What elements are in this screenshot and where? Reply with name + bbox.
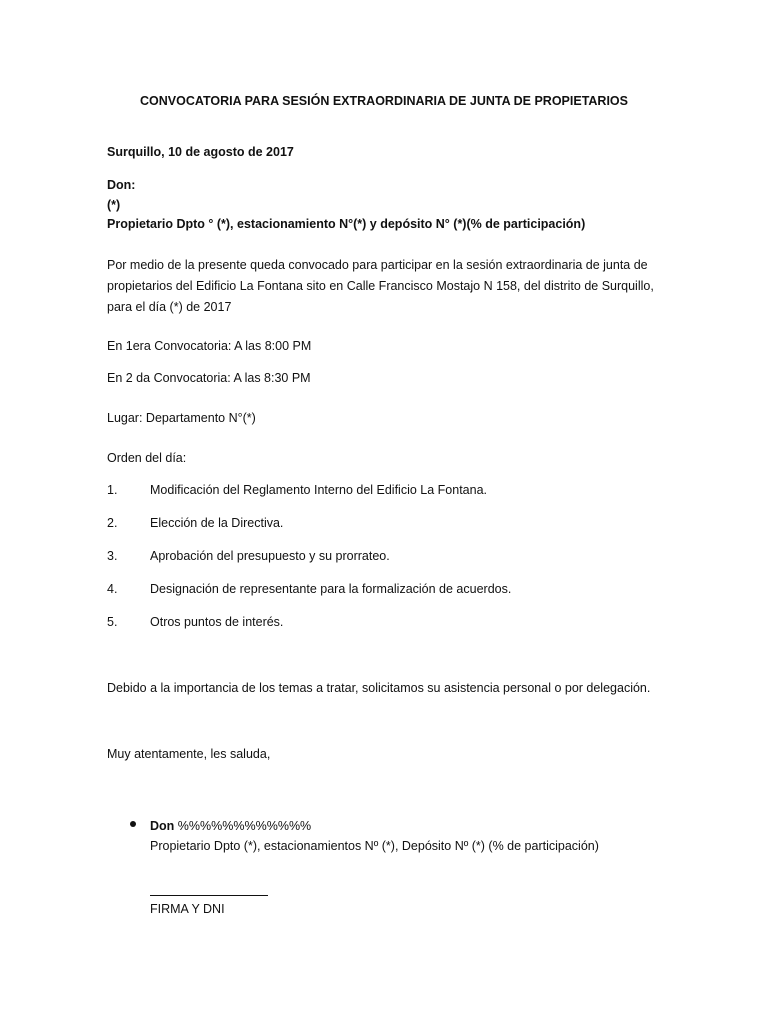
- recipient-name: (*): [107, 198, 121, 212]
- agenda-item-number: 5.: [107, 615, 118, 629]
- signature-line: [150, 895, 268, 896]
- second-call: En 2 da Convocatoria: A las 8:30 PM: [107, 371, 311, 385]
- agenda-item-number: 4.: [107, 582, 118, 596]
- agenda-item-text: Otros puntos de interés.: [150, 615, 284, 629]
- agenda-item-text: Modificación del Reglamento Interno del Edificio La Fontana.: [150, 483, 488, 497]
- intro-line-2: propietarios del Edificio La Fontana sito en Calle Francisco Mostajo N 158, del distrito de Surquillo,: [107, 279, 654, 293]
- signer-name: %%%%%%%%%%%%: [177, 819, 312, 833]
- signer-line: [150, 819, 311, 833]
- bullet-icon: [130, 821, 136, 827]
- intro-line-3: para el día (*) de 2017: [107, 300, 232, 314]
- signature-label: FIRMA Y DNI: [150, 902, 225, 916]
- agenda-item-text: Elección de la Directiva.: [150, 516, 284, 530]
- first-call: En 1era Convocatoria: A las 8:00 PM: [107, 339, 312, 353]
- document-title: CONVOCATORIA PARA SESIÓN EXTRAORDINARIA DE JUNTA DE PROPIETARIOS: [139, 94, 628, 108]
- agenda-item-text: Designación de representante para la formalización de acuerdos.: [150, 582, 512, 596]
- agenda-title: Orden del día:: [107, 451, 187, 465]
- recipient-details: Propietario Dpto ° (*), estacionamiento N°(*) y depósito N° (*)(% de participación): [107, 217, 586, 231]
- closing-line: Muy atentamente, les saluda,: [107, 747, 271, 761]
- agenda-item-text: Aprobación del presupuesto y su prorrateo.: [150, 549, 390, 563]
- agenda-item-number: 1.: [107, 483, 118, 497]
- meeting-place: Lugar: Departamento N°(*): [107, 411, 256, 425]
- agenda-item-number: 3.: [107, 549, 118, 563]
- intro-line-1: Por medio de la presente queda convocado para participar en la sesión extraordinaria de junta de: [107, 258, 648, 272]
- signer-details: Propietario Dpto (*), estacionamientos Nº (*), Depósito Nº (*) (% de participación): [150, 839, 599, 853]
- signer-prefix: Don: [150, 819, 175, 833]
- recipient-salutation: Don:: [107, 178, 136, 192]
- agenda-item-number: 2.: [107, 516, 118, 530]
- date-line: Surquillo, 10 de agosto de 2017: [107, 145, 294, 159]
- request-paragraph: Debido a la importancia de los temas a tratar, solicitamos su asistencia personal o por delegación.: [107, 681, 651, 695]
